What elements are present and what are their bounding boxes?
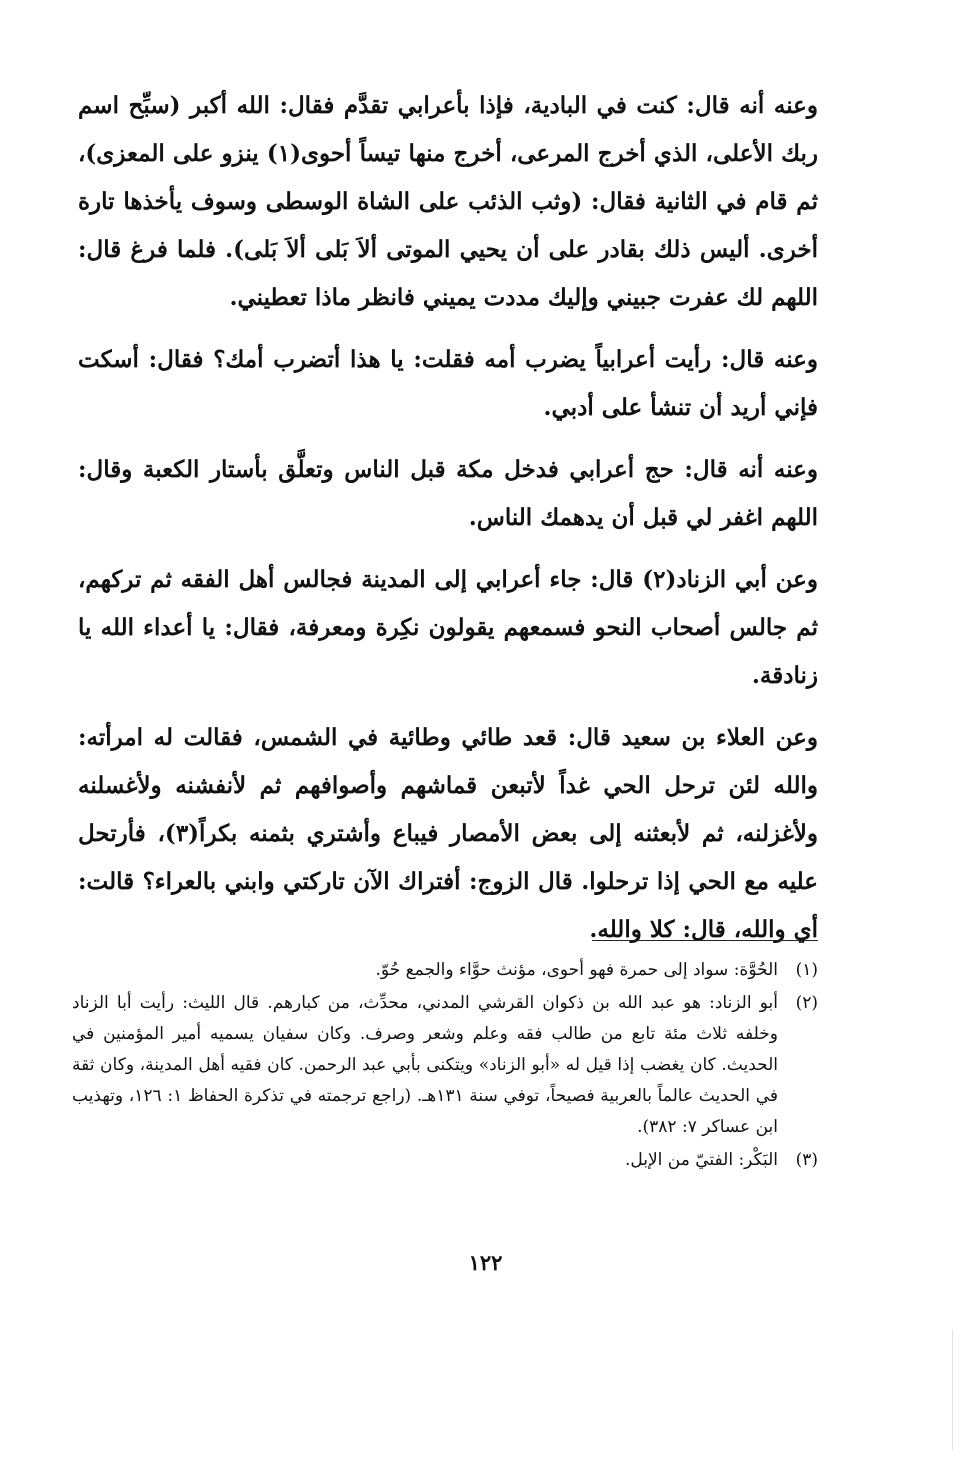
paragraph-bedouin-prayer: وعنه أنه قال: كنت في البادية، فإذا بأعرابي تقدَّم فقال: الله أكبر (سبِّح اسم ربك الأعلى، الذي أخرج المرعى، أخرج منها تيساً أحوى(١) ينزو على المعزى)، ثم قام في الثانية فقال: (وثب الذئب على الشاة الوسطى وسوف يأخذها تارة أخرى. أليس ذلك بقادر على أن يحيي الموتى ألاَ بَلى ألاَ بَلى). فلما فرغ قال: اللهم لك عفرت جبيني وإليك مددت يميني فانظر ماذا تعطيني. xyxy=(78,92,818,311)
footnote-item xyxy=(72,1145,818,1176)
footnote-number: (٣) xyxy=(795,1150,818,1170)
footnote-item xyxy=(72,955,818,986)
main-text xyxy=(78,82,818,954)
footnote-text: الحُوَّة: سواد إلى حمرة فهو أحوى، مؤنث حوَّاء والجمع حُوّ. xyxy=(375,960,778,980)
scan-edge-mark xyxy=(952,1330,953,1450)
footnote-number: (١) xyxy=(795,960,818,980)
paragraph-abu-zinad: وعن أبي الزناد(٢) قال: جاء أعرابي إلى المدينة فجالس أهل الفقه ثم تركهم، ثم جالس أصحاب النحو فسمعهم يقولون نكِرة ومعرفة، فقال: يا أعداء الله يا زنادقة. xyxy=(78,566,818,689)
page-number: ١٢٢ xyxy=(468,1250,503,1275)
footnote-separator xyxy=(592,940,818,941)
paragraph-tai-couple: وعن العلاء بن سعيد قال: قعد طائي وطائية في الشمس، فقالت له امرأته: والله لئن ترحل الحي غداً لأتبعن قماشهم وأصوافهم ثم لأنفشنه ولأغسلنه ولأغزلنه، ثم لأبعثنه إلى بعض الأمصار فيباع وأشتري بثمنه بكراً(٣)، فأرتحل عليه مع الحي إذا ترحلوا. قال الزوج: أفتراك الآن تاركتي وابني بالعراء؟ قالت: أي والله، قال: كلا والله. xyxy=(78,724,818,943)
paragraph-bedouin-kaaba: وعنه أنه قال: حج أعرابي فدخل مكة قبل الناس وتعلَّق بأستار الكعبة وقال: اللهم اغفر لي قبل أن يدهمك الناس. xyxy=(78,456,818,531)
footnote-number: (٢) xyxy=(795,993,818,1013)
footnotes xyxy=(72,955,818,1178)
footnote-text: البَكْر: الفتيّ من الإبل. xyxy=(624,1150,778,1170)
footnote-item xyxy=(72,988,818,1143)
paragraph-bedouin-mother: وعنه قال: رأيت أعرابياً يضرب أمه فقلت: يا هذا أتضرب أمك؟ فقال: أسكت فإني أريد أن تنشأ على أدبي. xyxy=(78,346,818,421)
footnote-text: أبو الزناد: هو عبد الله بن ذكوان القرشي المدني، محدِّث، من كبارهم. قال الليث: رأيت أبا الزناد وخلفه ثلاث مئة تابع من طالب فقه وعلم وشعر وصرف. وكان سفيان يسميه أمير المؤمنين في الحديث. كان يغضب إذا قيل له «أبو الزناد» ويتكنى بأبي عبد الرحمن. كان فقيه أهل المدينة، وكان ثقة في الحديث عالماً بالعربية فصيحاً، توفي سنة ١٣١هـ. (راجع ترجمته في تذكرة الحفاظ ١: ١٢٦، وتهذيب ابن عساكر ٧: ٣٨٢). xyxy=(72,993,778,1137)
